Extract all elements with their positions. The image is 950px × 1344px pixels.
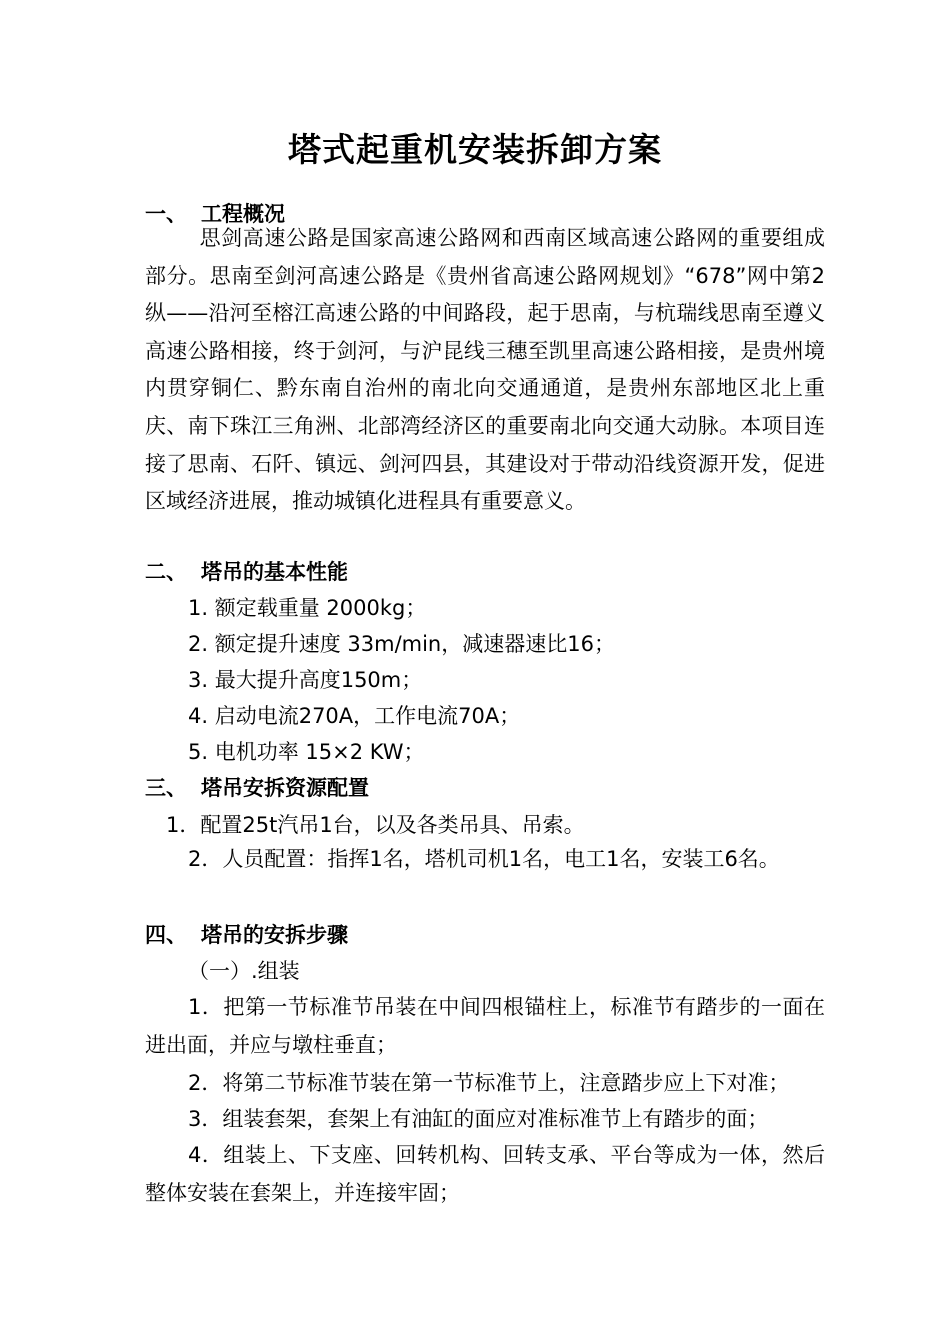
resource-item: 1．配置25t汽吊1台，以及各类吊具、吊索。	[166, 813, 585, 837]
section-number: 一、	[145, 202, 187, 226]
performance-item: 2. 额定提升速度 33m/min，减速器速比16；	[188, 632, 615, 656]
assembly-step-text: 4．组装上、下支座、回转机构、回转支承、平台等成为一体，然后整体安装在套架上，并连接牢固；	[145, 1143, 825, 1205]
section-heading-4	[145, 920, 348, 950]
section-title: 塔吊安拆资源配置	[201, 776, 369, 800]
section-title: 塔吊的基本性能	[201, 560, 348, 584]
section-heading-3	[145, 773, 369, 803]
section-number: 三、	[145, 776, 187, 800]
page-title: 塔式起重机安装拆卸方案	[288, 130, 662, 169]
subsection-heading: （一）.组装	[188, 959, 300, 983]
section-heading-2	[145, 557, 348, 587]
performance-item: 4. 启动电流270A，工作电流70A；	[188, 704, 521, 728]
assembly-step	[145, 989, 825, 1064]
assembly-step	[145, 1137, 825, 1212]
section-title: 工程概况	[201, 202, 285, 226]
performance-item: 5. 电机功率 15×2 KW；	[188, 740, 425, 764]
assembly-step: 2．将第二节标准节装在第一节标准节上，注意踏步应上下对准；	[188, 1071, 790, 1095]
performance-item: 3. 最大提升高度150m；	[188, 668, 423, 692]
section-number: 四、	[145, 923, 187, 947]
section-title: 塔吊的安拆步骤	[201, 923, 348, 947]
overview-paragraph	[145, 220, 825, 521]
resource-item: 2．人员配置：指挥1名，塔机司机1名，电工1名，安装工6名。	[188, 847, 780, 871]
overview-text: 思剑高速公路是国家高速公路网和西南区域高速公路网的重要组成部分。思南至剑河高速公路是《贵州省高速公路网规划》“678”网中第2纵——沿河至榕江高速公路的中间路段，起于思南，与杭瑞线思南至遵义高速公路相接，终于剑河，与沪昆线三穗至凯里高速公路相接，是贵州境内贯穿铜仁、黔东南自治州的南北向交通通道，是贵州东部地区北上重庆、南下珠江三角洲、北部湾经济区的重要南北向交通大动脉。本项目连接了思南、石阡、镇远、剑河四县，其建设对于带动沿线资源开发，促进区域经济进展，推动城镇化进程具有重要意义。	[145, 226, 825, 514]
resource-item-paragraph	[145, 841, 825, 879]
assembly-step: 3．组装套架，套架上有油缸的面应对准标准节上有踏步的面；	[188, 1107, 769, 1131]
section-number: 二、	[145, 560, 187, 584]
assembly-step-text: 1．把第一节标准节吊装在中间四根锚柱上，标准节有踏步的一面在进出面，并应与墩柱垂直；	[145, 995, 825, 1057]
performance-item: 1. 额定载重量 2000kg；	[188, 596, 427, 620]
